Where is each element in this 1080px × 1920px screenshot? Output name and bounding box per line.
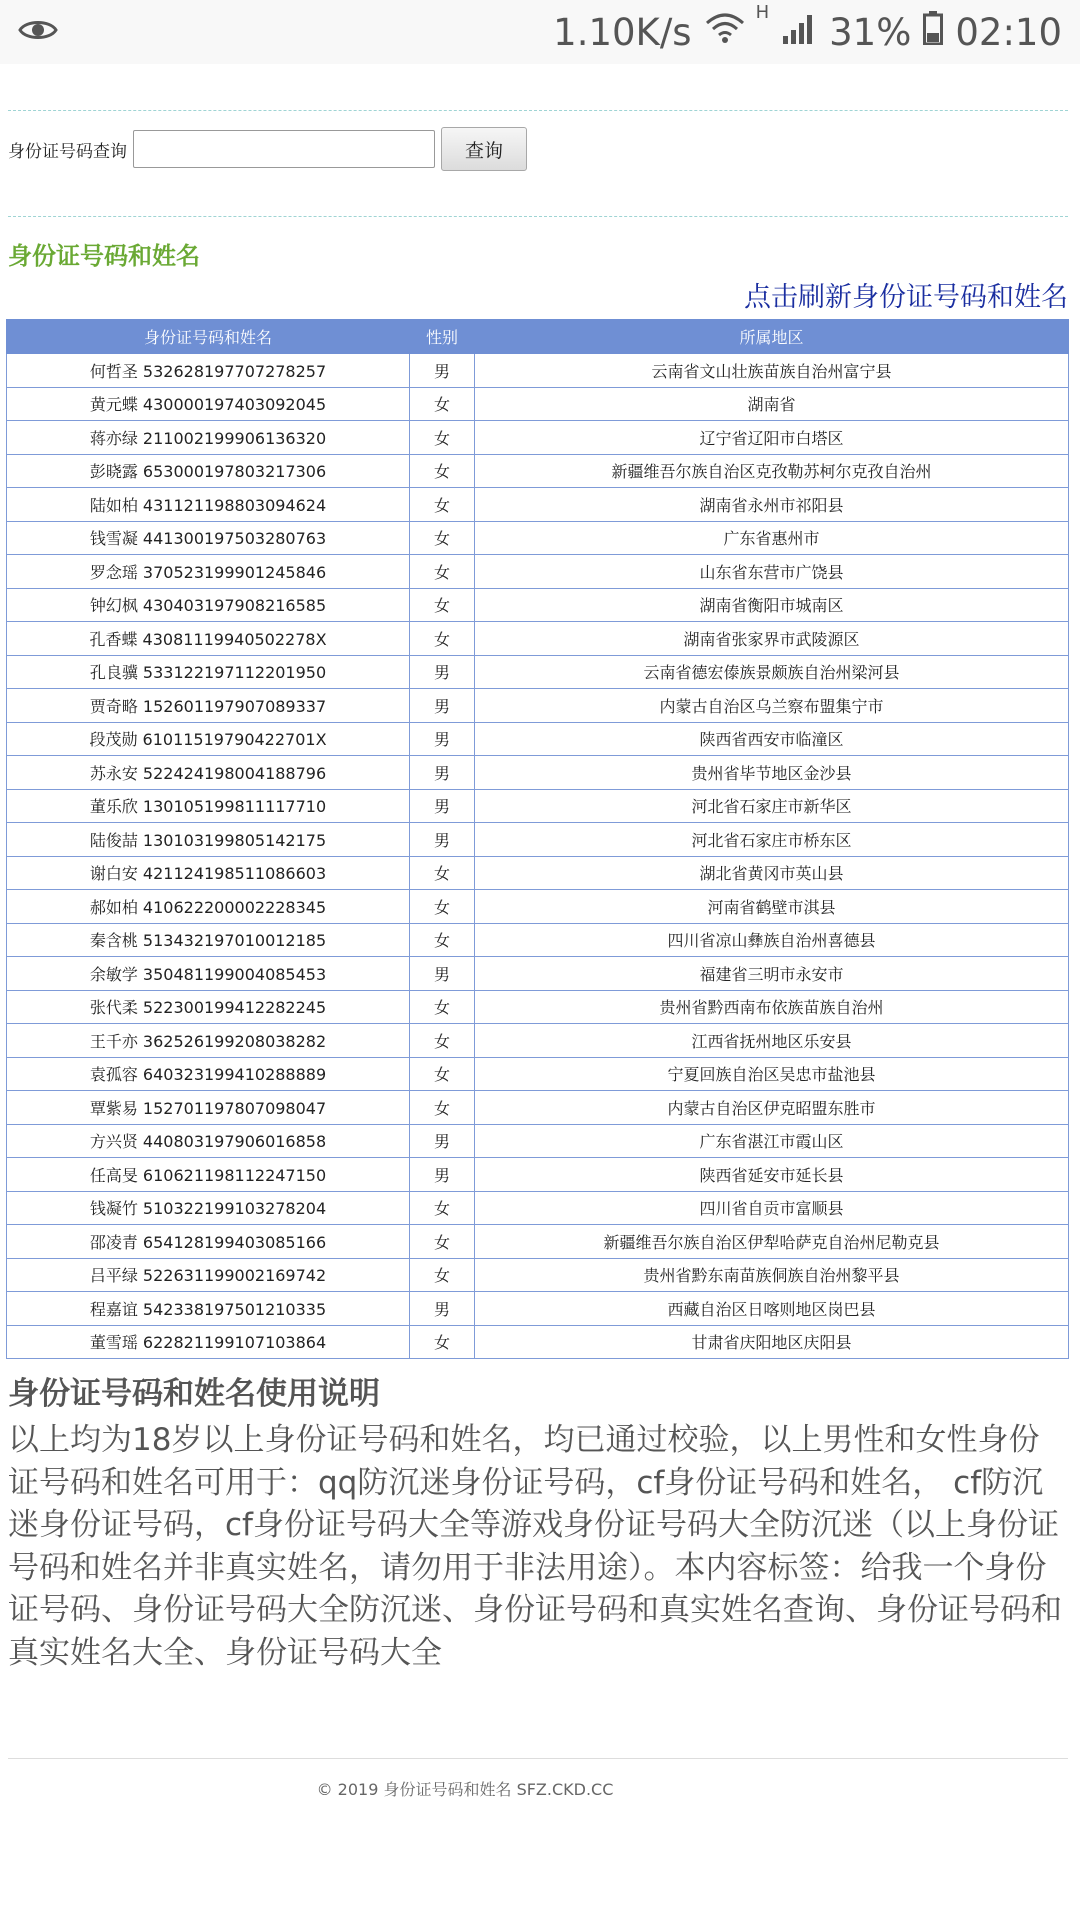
cell-gender: 女	[410, 1191, 475, 1225]
cell-name-id: 郝如柏 410622200002228345	[7, 890, 410, 924]
cell-region: 山东省东营市广饶县	[475, 555, 1069, 589]
header-name: 身份证号码和姓名	[7, 320, 410, 354]
cell-name-id: 钱凝竹 510322199103278204	[7, 1191, 410, 1225]
cell-name-id: 彭晓露 653000197803217306	[7, 454, 410, 488]
cell-name-id: 董乐欣 130105199811117710	[7, 789, 410, 823]
cell-region: 内蒙古自治区伊克昭盟东胜市	[475, 1091, 1069, 1125]
cell-gender: 女	[410, 890, 475, 924]
wifi-icon	[704, 11, 746, 54]
cell-name-id: 段茂勋 61011519790422701X	[7, 722, 410, 756]
search-label: 身份证号码查询	[8, 141, 127, 162]
cell-gender: 女	[410, 421, 475, 455]
cell-region: 湖南省张家界市武陵源区	[475, 622, 1069, 656]
cell-name-id: 秦含桃 513432197010012185	[7, 923, 410, 957]
cell-name-id: 余敏学 350481199004085453	[7, 957, 410, 991]
table-row	[7, 1258, 1069, 1292]
table-row	[7, 890, 1069, 924]
cell-gender: 男	[410, 823, 475, 857]
cell-name-id: 蒋亦绿 211002199906136320	[7, 421, 410, 455]
cell-region: 湖南省衡阳市城南区	[475, 588, 1069, 622]
cell-gender: 女	[410, 990, 475, 1024]
cell-gender: 女	[410, 521, 475, 555]
footer	[0, 1777, 1080, 1800]
table-row	[7, 1091, 1069, 1125]
cell-gender: 女	[410, 1024, 475, 1058]
cell-gender: 女	[410, 488, 475, 522]
cell-region: 云南省德宏傣族景颇族自治州梁河县	[475, 655, 1069, 689]
divider	[8, 110, 1068, 111]
network-type: H	[755, 1, 770, 23]
cell-gender: 女	[410, 923, 475, 957]
table-row	[7, 387, 1069, 421]
divider	[8, 216, 1068, 217]
cell-region: 新疆维吾尔族自治区克孜勒苏柯尔克孜自治州	[475, 454, 1069, 488]
cell-name-id: 袁孤容 640323199410288889	[7, 1057, 410, 1091]
cell-name-id: 钟幻枫 430403197908216585	[7, 588, 410, 622]
cell-gender: 男	[410, 655, 475, 689]
cell-name-id: 陆如柏 431121198803094624	[7, 488, 410, 522]
cell-name-id: 罗念瑶 370523199901245846	[7, 555, 410, 589]
table-header-row	[7, 320, 1069, 354]
table-row	[7, 1225, 1069, 1259]
cell-name-id: 陆俊喆 130103199805142175	[7, 823, 410, 857]
table-row	[7, 1325, 1069, 1359]
section-title: 身份证号码和姓名	[8, 242, 200, 270]
cell-name-id: 董雪瑶 622821199107103864	[7, 1325, 410, 1359]
usage-section	[8, 1368, 1068, 1674]
table-row	[7, 756, 1069, 790]
cell-gender: 女	[410, 1258, 475, 1292]
table-row	[7, 521, 1069, 555]
cell-gender: 男	[410, 756, 475, 790]
cell-name-id: 王千亦 362526199208038282	[7, 1024, 410, 1058]
table-row	[7, 488, 1069, 522]
signal-icon	[781, 12, 817, 53]
table-row	[7, 722, 1069, 756]
search-button[interactable]: 查询	[441, 127, 527, 171]
cell-region: 广东省湛江市霞山区	[475, 1124, 1069, 1158]
cell-region: 四川省凉山彝族自治州喜德县	[475, 923, 1069, 957]
cell-name-id: 谢白安 421124198511086603	[7, 856, 410, 890]
cell-gender: 女	[410, 387, 475, 421]
cell-region: 甘肃省庆阳地区庆阳县	[475, 1325, 1069, 1359]
cell-name-id: 孔良骥 533122197112201950	[7, 655, 410, 689]
battery-icon	[923, 11, 943, 54]
footer-text: © 2019 身份证号码和姓名 SFZ.CKD.CC	[316, 1780, 614, 1799]
cell-region: 湖北省黄冈市英山县	[475, 856, 1069, 890]
cell-name-id: 覃紫易 152701197807098047	[7, 1091, 410, 1125]
cell-region: 辽宁省辽阳市白塔区	[475, 421, 1069, 455]
cell-gender: 男	[410, 789, 475, 823]
cell-name-id: 张代柔 522300199412282245	[7, 990, 410, 1024]
cell-name-id: 贾奇略 152601197907089337	[7, 689, 410, 723]
table-row	[7, 588, 1069, 622]
cell-name-id: 方兴贤 440803197906016858	[7, 1124, 410, 1158]
cell-gender: 女	[410, 1057, 475, 1091]
cell-gender: 男	[410, 957, 475, 991]
cell-region: 湖南省	[475, 387, 1069, 421]
table-row	[7, 555, 1069, 589]
table-row	[7, 823, 1069, 857]
network-speed: 1.10K/s	[553, 10, 692, 54]
search-form	[8, 126, 527, 172]
table-row	[7, 655, 1069, 689]
cell-region: 西藏自治区日喀则地区岗巴县	[475, 1292, 1069, 1326]
cell-gender: 女	[410, 454, 475, 488]
cell-name-id: 何哲圣 532628197707278257	[7, 354, 410, 388]
cell-region: 福建省三明市永安市	[475, 957, 1069, 991]
table-row	[7, 454, 1069, 488]
table-row	[7, 856, 1069, 890]
table-row	[7, 622, 1069, 656]
cell-name-id: 吕平绿 522631199002169742	[7, 1258, 410, 1292]
clock: 02:10	[955, 10, 1062, 54]
battery-percent: 31%	[829, 10, 912, 54]
cell-gender: 男	[410, 1158, 475, 1192]
cell-gender: 男	[410, 722, 475, 756]
usage-body: 以上均为18岁以上身份证号码和姓名，均已通过校验，以上男性和女性身份证号码和姓名可用于：qq防沉迷身份证号码，cf身份证号码和姓名， cf防沉迷身份证号码，cf身份证号码大全等游戏身份证号码大全防沉迷（以上身份证号码和姓名并非真实姓名，请勿用于非法用途）。本内容标签：给我一个身份证号码、身份证号码大全防沉迷、身份证号码和真实姓名查询、身份证号码和真实姓名大全、身份证号码大全	[8, 1422, 1062, 1671]
table-row	[7, 1292, 1069, 1326]
cell-region: 河北省石家庄市新华区	[475, 789, 1069, 823]
footer-divider	[8, 1758, 1068, 1759]
cell-region: 河南省鹤壁市淇县	[475, 890, 1069, 924]
cell-gender: 男	[410, 1292, 475, 1326]
table-row	[7, 421, 1069, 455]
header-region: 所属地区	[475, 320, 1069, 354]
table-row	[7, 923, 1069, 957]
cell-region: 云南省文山壮族苗族自治州富宁县	[475, 354, 1069, 388]
cell-gender: 女	[410, 1225, 475, 1259]
cell-region: 宁夏回族自治区吴忠市盐池县	[475, 1057, 1069, 1091]
table-row	[7, 1024, 1069, 1058]
cell-region: 江西省抚州地区乐安县	[475, 1024, 1069, 1058]
status-bar	[0, 0, 1080, 64]
cell-region: 河北省石家庄市桥东区	[475, 823, 1069, 857]
cell-name-id: 任高旻 610621198112247150	[7, 1158, 410, 1192]
cell-gender: 女	[410, 622, 475, 656]
id-table	[6, 319, 1069, 1359]
cell-region: 贵州省黔东南苗族侗族自治州黎平县	[475, 1258, 1069, 1292]
cell-gender: 女	[410, 555, 475, 589]
table-row	[7, 689, 1069, 723]
table-row	[7, 990, 1069, 1024]
cell-name-id: 孔香蝶 43081119940502278X	[7, 622, 410, 656]
cell-gender: 女	[410, 588, 475, 622]
cell-name-id: 邵凌青 654128199403085166	[7, 1225, 410, 1259]
cell-region: 内蒙古自治区乌兰察布盟集宁市	[475, 689, 1069, 723]
cell-name-id: 黄元蝶 430000197403092045	[7, 387, 410, 421]
usage-title: 身份证号码和姓名使用说明	[8, 1376, 380, 1412]
cell-name-id: 苏永安 522424198004188796	[7, 756, 410, 790]
refresh-link[interactable]: 点击刷新身份证号码和姓名	[744, 282, 1068, 313]
cell-name-id: 钱雪凝 441300197503280763	[7, 521, 410, 555]
table-row	[7, 789, 1069, 823]
cell-gender: 男	[410, 1124, 475, 1158]
table-row	[7, 354, 1069, 388]
header-gender: 性别	[410, 320, 475, 354]
cell-gender: 男	[410, 354, 475, 388]
cell-gender: 女	[410, 1325, 475, 1359]
table-row	[7, 1124, 1069, 1158]
table-row	[7, 1158, 1069, 1192]
eye-icon	[18, 16, 58, 48]
cell-gender: 女	[410, 1091, 475, 1125]
cell-region: 陕西省西安市临潼区	[475, 722, 1069, 756]
cell-region: 陕西省延安市延长县	[475, 1158, 1069, 1192]
cell-region: 湖南省永州市祁阳县	[475, 488, 1069, 522]
cell-gender: 男	[410, 689, 475, 723]
cell-region: 贵州省黔西南布依族苗族自治州	[475, 990, 1069, 1024]
search-input[interactable]	[133, 130, 435, 168]
table-row	[7, 1057, 1069, 1091]
cell-region: 新疆维吾尔族自治区伊犁哈萨克自治州尼勒克县	[475, 1225, 1069, 1259]
table-row	[7, 957, 1069, 991]
cell-region: 贵州省毕节地区金沙县	[475, 756, 1069, 790]
cell-gender: 女	[410, 856, 475, 890]
cell-region: 四川省自贡市富顺县	[475, 1191, 1069, 1225]
cell-region: 广东省惠州市	[475, 521, 1069, 555]
cell-name-id: 程嘉谊 542338197501210335	[7, 1292, 410, 1326]
table-row	[7, 1191, 1069, 1225]
